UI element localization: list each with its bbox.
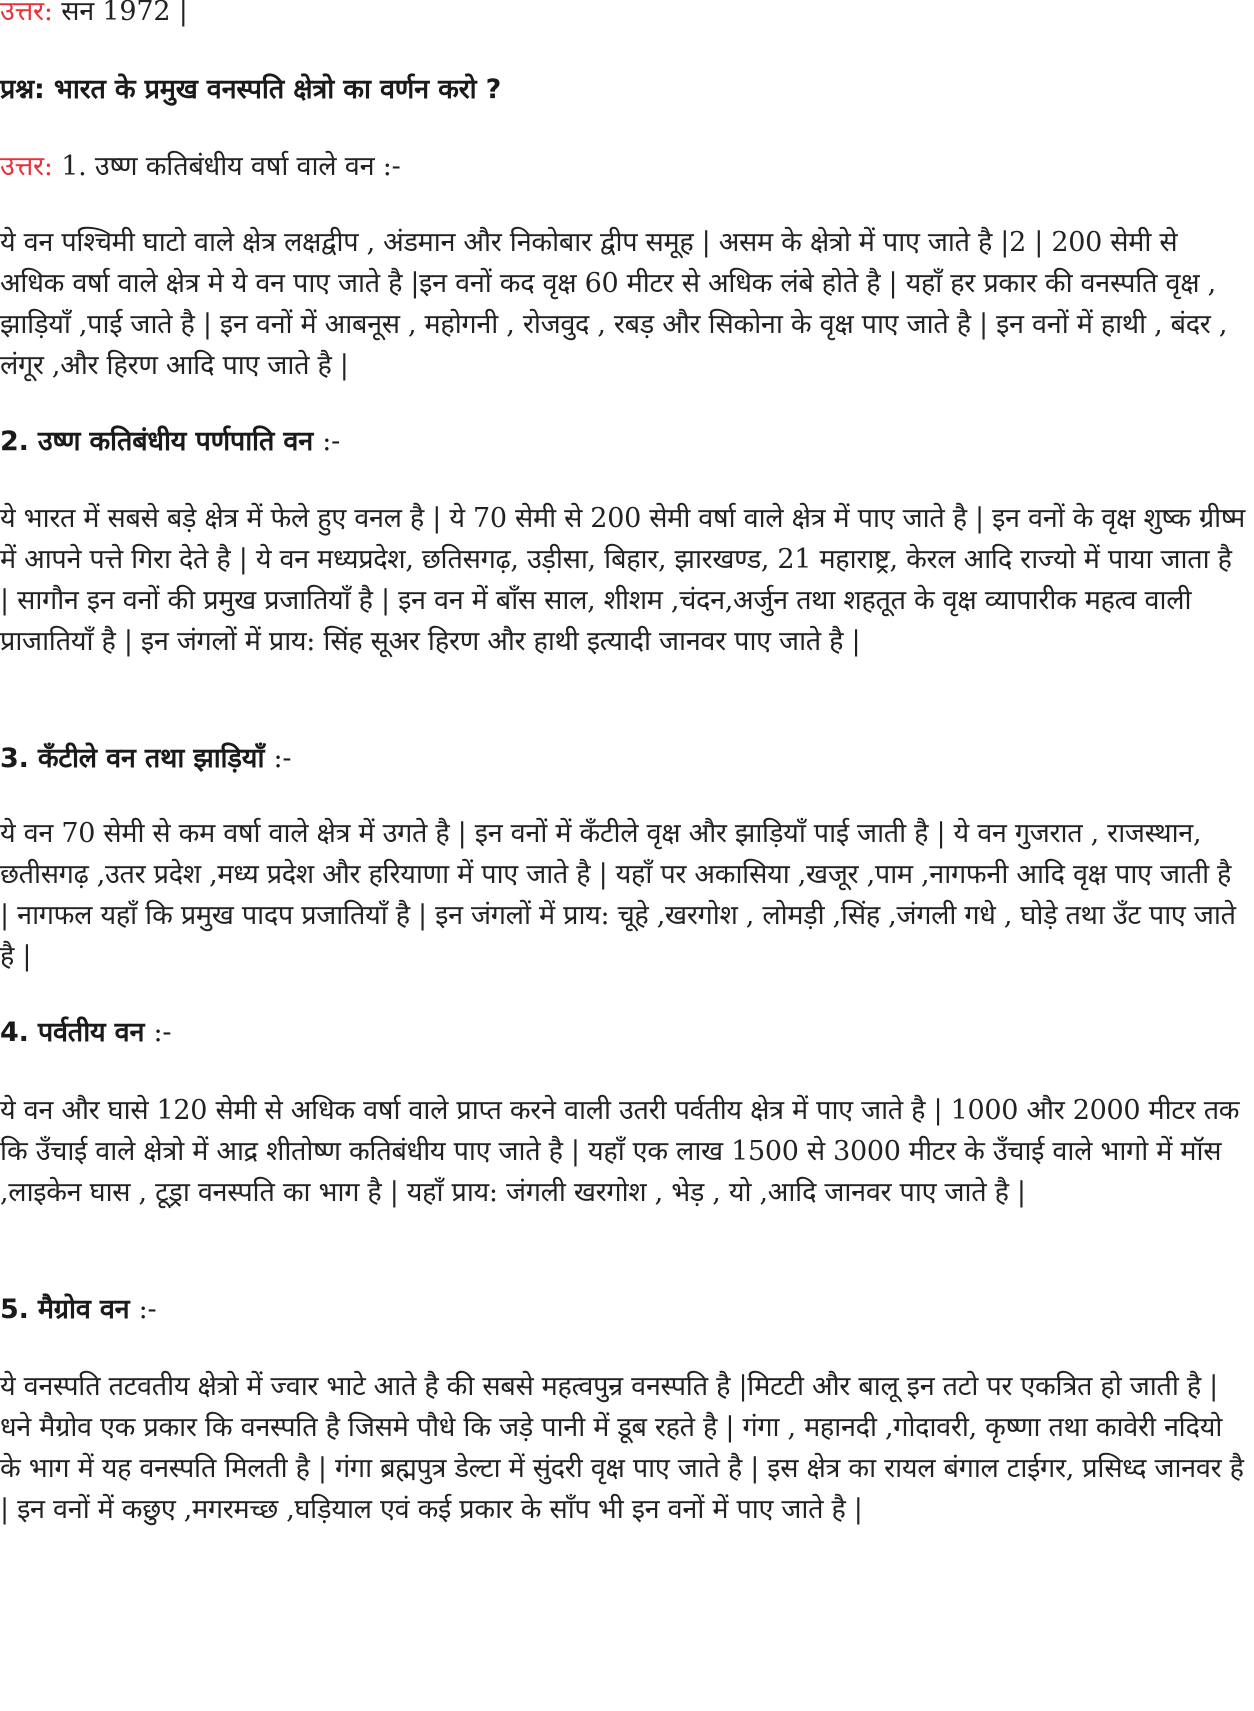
section-title: मैग्रोव वन [37, 1294, 130, 1325]
section-5-body: ये वनस्पति तटवतीय क्षेत्रो में ज्वार भाटे आते है की सबसे महत्वपुन्र वनस्पति है |मिटटी और बालू इन तटो पर एकत्रित हो जाती है | धने मैग्रोव एक प्रकार कि वनस्पति है जिसमे पौधे कि जड़े पानी में डूब रहते है | गंगा , महानदी ,गोदावरी, कृष्णा तथा कावेरी नदियो के भाग में यह वनस्पति मिलती है | गंगा ब्रह्मपुत्र डेल्टा में सुंदरी वृक्ष पाए जाते है | इस क्षेत्र का रायल बंगाल टाईगर, प्रसिध्द जानवर है | इन वनों में कछुए ,मगरमच्छ ,घड़ियाल एवं कई प्रकार के साँप भी इन वनों में पाए जाते है | [0, 1371, 1244, 1525]
section-4-heading [0, 1013, 171, 1053]
previous-answer-text: सन 1972 | [61, 0, 188, 27]
answer-label: उत्तर: [0, 0, 53, 27]
answer-intro [0, 147, 401, 187]
section-number: 5. [0, 1294, 29, 1325]
section-5-heading [0, 1290, 156, 1330]
section-number: 2. [0, 426, 29, 457]
answer-intro-text: 1. उष्ण कतिबंधीय वर्षा वाले वन :- [61, 151, 401, 182]
section-1-body: ये वन पश्चिमी घाटो वाले क्षेत्र लक्षद्वीप , अंडमान और निकोबार द्वीप समूह | असम के क्षेत्रो में पाए जाते है |2 | 200 सेमी से अधिक वर्षा वाले क्षेत्र मे ये वन पाए जाते है |इन वनों कद वृक्ष 60 मीटर से अधिक लंबे होते है | यहाँ हर प्रकार की वनस्पति वृक्ष , झाड़ियाँ ,पाई जाते है | इन वनों में आबनूस , महोगनी , रोजवुद , रबड़ और सिकोना के वृक्ष पाए जाते है | इन वनों में हाथी , बंदर , लंगूर ,और हिरण आदि पाए जाते है | [0, 227, 1228, 381]
answer-label: उत्तर: [0, 151, 53, 182]
previous-answer [0, 0, 188, 32]
section-2-heading [0, 422, 340, 462]
section-title: उष्ण कतिबंधीय पर्णपाति वन [37, 426, 314, 457]
question-heading: प्रश्न: भारत के प्रमुख वनस्पति क्षेत्रो का वर्णन करो ? [0, 74, 502, 105]
section-4-body: ये वन और घासे 120 सेमी से अधिक वर्षा वाले प्राप्त करने वाली उतरी पर्वतीय क्षेत्र में पाए जाते है | 1000 और 2000 मीटर तक कि उँचाई वाले क्षेत्रो में आद्र शीतोष्ण कतिबंधीय पाए जाते है | यहाँ एक लाख 1500 से 3000 मीटर के उँचाई वाले भागो में मॉस ,लाइकेन घास , टूड्रा वनस्पति का भाग है | यहाँ प्राय: जंगली खरगोश , भेड़ , यो ,आदि जानवर पाए जाते है | [0, 1095, 1240, 1208]
section-suffix: :- [153, 1017, 172, 1048]
section-suffix: :- [138, 1294, 157, 1325]
section-2-body: ये भारत में सबसे बड़े क्षेत्र में फेले हुए वनल है | ये 70 सेमी से 200 सेमी वर्षा वाले क्षेत्र में पाए जाते है | इन वनों के वृक्ष शुष्क ग्रीष्म में आपने पत्ते गिरा देते है | ये वन मध्यप्रदेश, छतिसगढ़, उड़ीसा, बिहार, झारखण्ड, 21 महाराष्ट्र, केरल आदि राज्यो में पाया जाता है | सागौन इन वनों की प्रमुख प्रजातियाँ है | इन वन में बाँस साल, शीशम ,चंदन,अर्जुन तथा शहतूत के वृक्ष व्यापारीक महत्व वाली प्राजातियाँ है | इन जंगलों में प्राय: सिंह सूअर हिरण और हाथी इत्यादी जानवर पाए जाते है | [0, 503, 1245, 657]
section-3-body: ये वन 70 सेमी से कम वर्षा वाले क्षेत्र में उगते है | इन वनों में कँटीले वृक्ष और झाड़ियाँ पाई जाती है | ये वन गुजरात , राजस्थान, छतीसगढ़ ,उतर प्रदेश ,मध्य प्रदेश और हरियाणा में पाए जाते है | यहाँ पर अकासिया ,खजूर ,पाम ,नागफनी आदि वृक्ष पाए जाती है | नागफल यहाँ कि प्रमुख पादप प्रजातियाँ है | इन जंगलों में प्राय: चूहे ,खरगोश , लोमड़ी ,सिंह ,जंगली गधे , घोड़े तथा उँट पाए जाते है | [0, 818, 1236, 972]
section-suffix: :- [322, 426, 341, 457]
section-title: कँटीले वन तथा झाड़ियाँ [37, 743, 265, 774]
section-number: 3. [0, 743, 29, 774]
section-3-heading [0, 739, 291, 779]
section-title: पर्वतीय वन [37, 1017, 145, 1048]
section-number: 4. [0, 1017, 29, 1048]
section-suffix: :- [273, 743, 292, 774]
